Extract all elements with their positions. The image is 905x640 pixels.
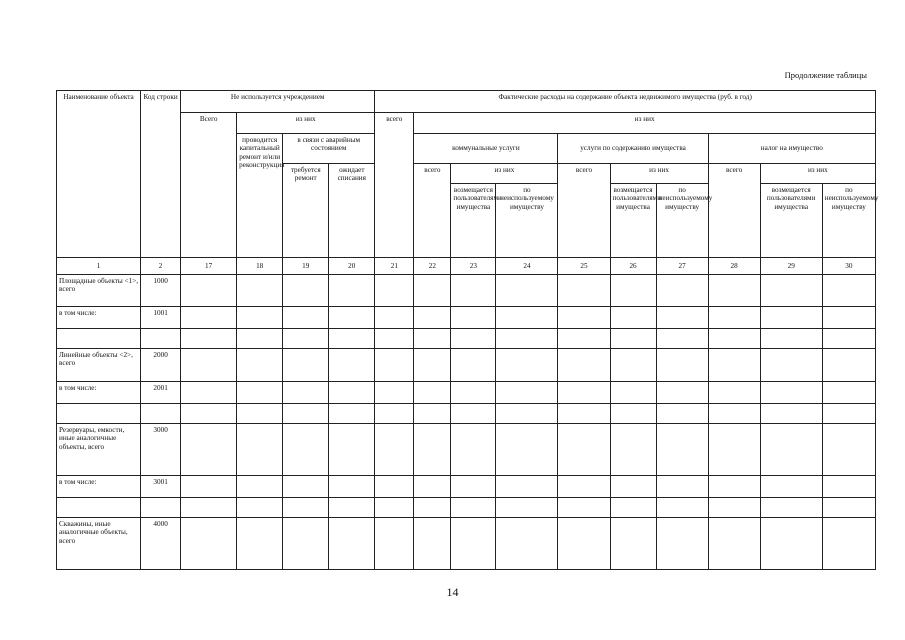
row-name: Скважины, иные аналогичные объекты, всего <box>57 518 141 570</box>
header-expenses: Фактические расходы на содержание объекта недвижимого имущества (руб. в год) <box>375 91 876 113</box>
row-name: Линейные объекты <2>, всего <box>57 349 141 382</box>
row-name: Площадные объекты <1>, всего <box>57 275 141 307</box>
column-number: 19 <box>283 258 329 275</box>
row-code: 1000 <box>141 275 181 307</box>
row-code <box>141 404 181 424</box>
header-property-tax: налог на имущество <box>708 134 875 164</box>
column-number: 25 <box>558 258 610 275</box>
column-number: 18 <box>237 258 283 275</box>
row-code: 3000 <box>141 424 181 476</box>
row-name: в том числе: <box>57 382 141 404</box>
column-number: 30 <box>822 258 875 275</box>
header-emergency: в связи с аварийным состоянием <box>283 134 375 164</box>
table-row <box>57 349 876 382</box>
column-number: 2 <box>141 258 181 275</box>
table-row <box>57 329 876 349</box>
header-total-22: всего <box>414 164 451 258</box>
row-name: в том числе: <box>57 476 141 498</box>
row-code <box>141 329 181 349</box>
table-row <box>57 476 876 498</box>
row-name <box>57 498 141 518</box>
row-code: 2000 <box>141 349 181 382</box>
table-row <box>57 424 876 476</box>
column-number: 24 <box>496 258 558 275</box>
column-number: 17 <box>181 258 237 275</box>
expenses-table <box>56 90 879 570</box>
column-number: 22 <box>414 258 451 275</box>
header-reimbursed-29: возмещается пользователями имущества <box>760 184 822 258</box>
header-capital-repair: проводится капитальный ремонт и/или реконструкция <box>237 134 283 258</box>
row-name <box>57 329 141 349</box>
header-of-which-b: из них <box>414 113 876 134</box>
row-code: 2001 <box>141 382 181 404</box>
table-row <box>57 404 876 424</box>
column-number: 23 <box>451 258 496 275</box>
column-number: 28 <box>708 258 760 275</box>
header-total-17: Всего <box>181 113 237 258</box>
table-continuation-label: Продолжение таблицы <box>784 70 867 80</box>
column-number: 21 <box>375 258 414 275</box>
header-unused-24: по неиспользуемому имуществу <box>496 184 558 258</box>
header-maintenance: услуги по содержанию имущества <box>558 134 708 164</box>
column-number: 27 <box>656 258 708 275</box>
header-not-used: Не используется учреждением <box>181 91 375 113</box>
table-row <box>57 498 876 518</box>
header-of-which-a: из них <box>237 113 375 134</box>
table-row <box>57 382 876 404</box>
header-reimbursed-26: возмещается пользователями имущества <box>610 184 656 258</box>
table-row <box>57 307 876 329</box>
column-number: 20 <box>329 258 375 275</box>
column-number: 1 <box>57 258 141 275</box>
header-of-which-d: из них <box>610 164 708 184</box>
header-code: Код строки <box>141 91 181 258</box>
column-numbers-row <box>57 258 876 275</box>
header-total-25: всего <box>558 164 610 258</box>
header-communal: коммунальные услуги <box>414 134 558 164</box>
header-name: Наименование объекта <box>57 91 141 258</box>
table-row <box>57 518 876 570</box>
header-total-21: всего <box>375 113 414 258</box>
header-reimbursed-23: возмещается пользователями имущества <box>451 184 496 258</box>
header-awaits-writeoff: ожидает списания <box>329 164 375 258</box>
header-unused-30: по неиспользуемому имуществу <box>822 184 875 258</box>
row-name <box>57 404 141 424</box>
row-name: в том числе: <box>57 307 141 329</box>
row-code <box>141 498 181 518</box>
row-code: 1001 <box>141 307 181 329</box>
header-of-which-e: из них <box>760 164 875 184</box>
row-code: 4000 <box>141 518 181 570</box>
header-needs-repair: требуется ремонт <box>283 164 329 258</box>
table-row <box>57 275 876 307</box>
row-code: 3001 <box>141 476 181 498</box>
header-total-28: всего <box>708 164 760 258</box>
header-unused-27: по неиспользуемому имуществу <box>656 184 708 258</box>
page-number: 14 <box>446 585 459 599</box>
header-of-which-c: из них <box>451 164 558 184</box>
column-number: 29 <box>760 258 822 275</box>
row-name: Резервуары, емкости, иные аналогичные объекты, всего <box>57 424 141 476</box>
column-number: 26 <box>610 258 656 275</box>
